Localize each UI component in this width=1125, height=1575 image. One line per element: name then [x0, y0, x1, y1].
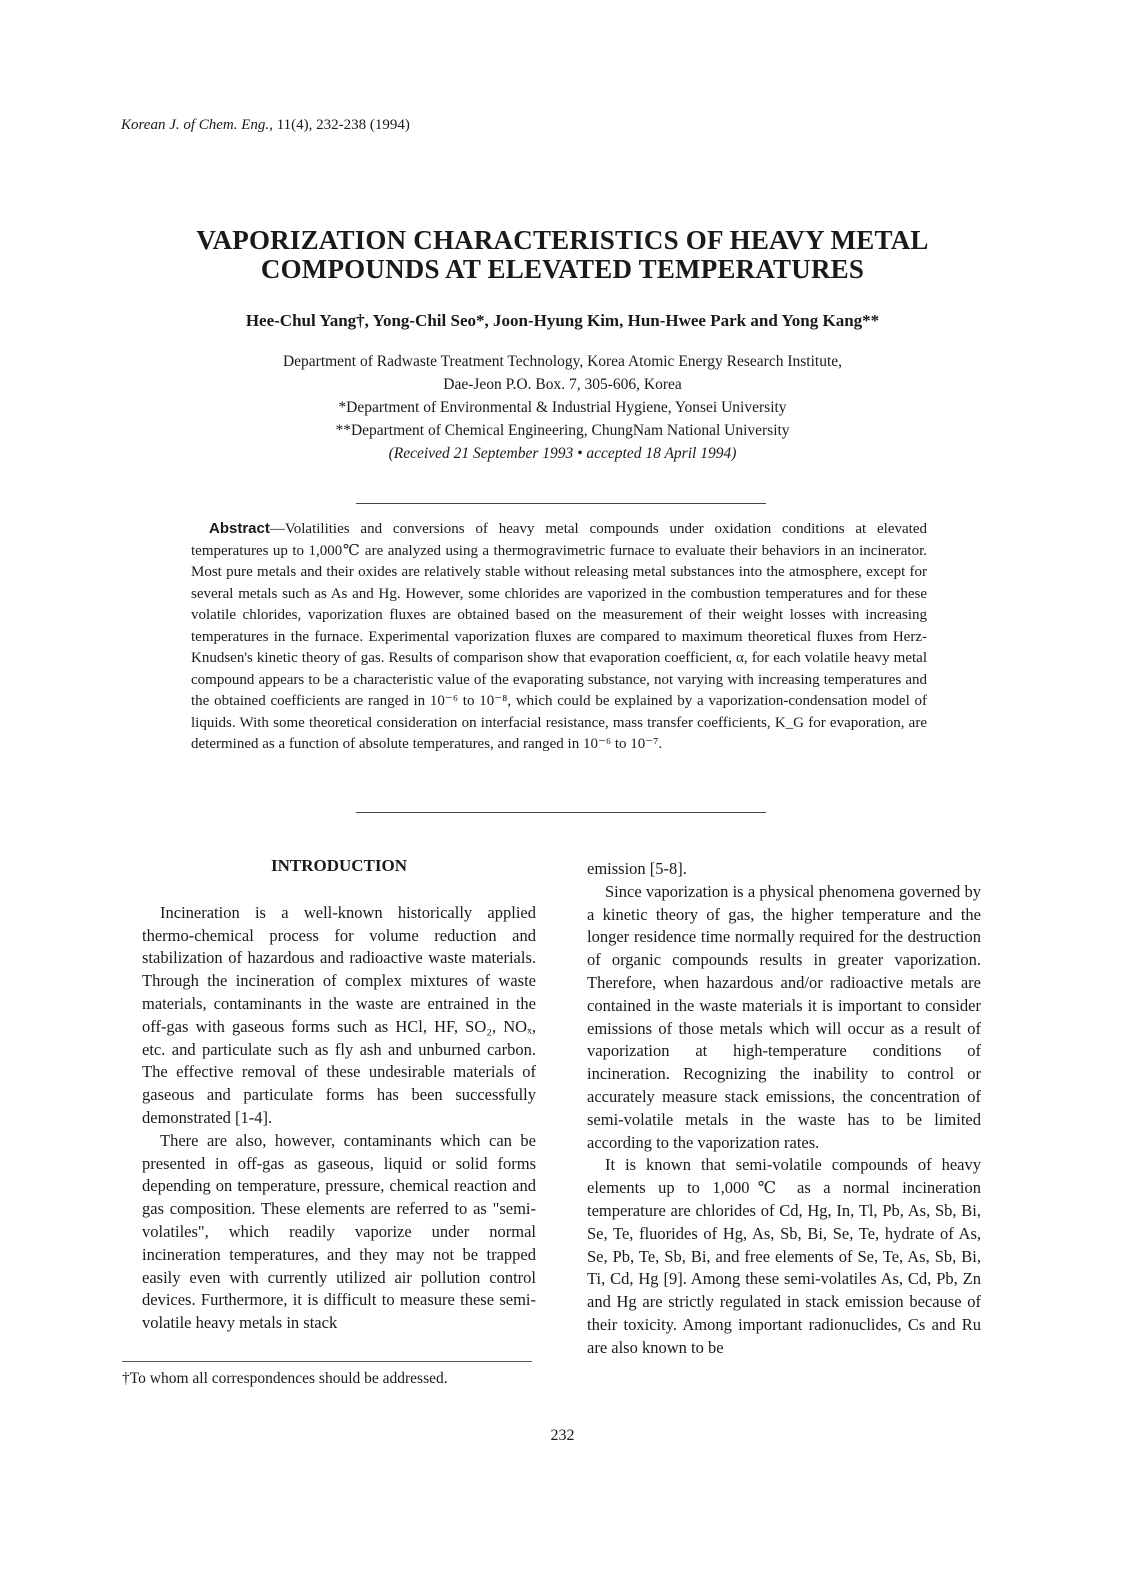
received-dates: (Received 21 September 1993 • accepted 18 April 1994)	[388, 445, 737, 462]
journal-volume: 11(4), 232-238 (1994)	[276, 117, 410, 133]
intro-paragraph-4: It is known that semi-volatile compounds of heavy elements up to 1,000℃ as a normal incineration temperature are chlorides of Cd, Hg, In, Tl, Pb, As, Sb, Bi, Se, Te, fluorides of Hg, As, Sb, Bi, Se, Te, hydrate of As, Se, Pb, Te, Sb, Bi, and free elements of Se, Te, As, Sb, Bi, Ti, Cd, Hg [9]. Among these semi-volatiles As, Cd, Pb, Zn and Hg are strictly regulated in stack emission because of their toxicity. Among important radionuclides, Cs and Ru are also known to be	[587, 1155, 981, 1357]
abstract-top-rule	[356, 503, 766, 504]
paper-title	[100, 226, 1025, 284]
intro-paragraph-continuation: emission [5-8].	[587, 859, 687, 878]
right-column	[587, 858, 981, 1360]
abstract-bottom-rule	[356, 812, 766, 813]
journal-name: Korean J. of Chem. Eng.,	[121, 117, 273, 133]
abstract	[191, 518, 927, 756]
affiliation-1: Department of Radwaste Treatment Technology, Korea Atomic Energy Research Institute,	[282, 353, 843, 370]
journal-citation	[121, 117, 410, 134]
intro-paragraph-1: Incineration is a well-known historically applied thermo-chemical process for volume reduction and stabilization of hazardous and radioactive waste materials. Through the incineration of complex mixtures of waste materials, contaminants in the waste are entrained in the off-gas with gaseous forms such as HCl, HF, SO₂, NOₓ, etc. and particulate such as fly ash and unburned carbon. The effective removal of these undesirable materials of gaseous and particulate forms has been successfully demonstrated [1-4].	[142, 902, 536, 1127]
page-number: 232	[550, 1427, 575, 1444]
footnote-rule	[122, 1361, 532, 1362]
affiliations	[100, 350, 1025, 465]
abstract-text: —Volatilities and conversions of heavy metal compounds under oxidation conditions at elevated temperatures up to 1,000℃ are analyzed using a thermogravimetric furnace to evaluate their behaviors in an incinerator. Most pure metals and their oxides are relatively stable without releasing metal substances into the atmosphere, except for several metals such as As and Hg. However, some chlorides are vaporized in the combustion temperatures and for these volatile chlorides, vaporization fluxes are obtained based on the measurement of their weight losses with increasing temperatures in the furnace. Experimental vaporization fluxes are compared to maximum theoretical fluxes from Herz-Knudsen's kinetic theory of gas. Results of comparison show that evaporation coefficient, α, for each volatile heavy metal compound appears to be a characteristic value of the evaporating substance, not varying with increasing temperatures and the obtained coefficients are ranged in 10⁻⁶ to 10⁻⁸, which could be explained by a vaporization-condensation model of liquids. With some theoretical consideration on interfacial resistance, mass transfer coefficients, K_G for evaporation, are determined as a function of absolute temperatures, and ranged in 10⁻⁶ to 10⁻⁷.	[191, 521, 927, 752]
footnote: †To whom all correspondences should be addressed.	[122, 1370, 448, 1387]
section-heading-introduction: INTRODUCTION	[270, 856, 408, 875]
intro-paragraph-3: Since vaporization is a physical phenomena governed by a kinetic theory of gas, the higher temperature and the longer residence time normally required for the destruction of organic compounds results in greater vaporization. Therefore, when hazardous and/or radioactive metals are contained in the waste materials it is important to consider emissions of those metals which will occur as a result of vaporization at high-temperature conditions of incineration. Recognizing the inability to control or accurately measure stack emissions, the concentration of semi-volatile metals in the waste has to be limited according to the vaporization rates.	[587, 881, 981, 1152]
affiliation-1-address: Dae-Jeon P.O. Box. 7, 305-606, Korea	[443, 376, 682, 393]
affiliation-2: *Department of Environmental & Industrial Hygiene, Yonsei University	[338, 399, 787, 416]
title-line-2: COMPOUNDS AT ELEVATED TEMPERATURES	[260, 254, 865, 284]
author-list: Hee-Chul Yang†, Yong-Chil Seo*, Joon-Hyung Kim, Hun-Hwee Park and Yong Kang**	[245, 311, 880, 330]
left-column	[142, 855, 536, 1335]
title-line-1: VAPORIZATION CHARACTERISTICS OF HEAVY METAL	[196, 225, 929, 255]
abstract-label: Abstract	[209, 520, 270, 537]
intro-paragraph-2: There are also, however, contaminants which can be presented in off-gas as gaseous, liquid or solid forms depending on temperature, pressure, chemical reaction and gas composition. These elements are referred to as "semi-volatiles", which readily vaporize under normal incineration temperatures, and they may not be trapped easily even with currently utilized air pollution control devices. Furthermore, it is difficult to measure these semi-volatile heavy metals in stack	[142, 1130, 536, 1333]
affiliation-3: **Department of Chemical Engineering, ChungNam National University	[335, 422, 790, 439]
